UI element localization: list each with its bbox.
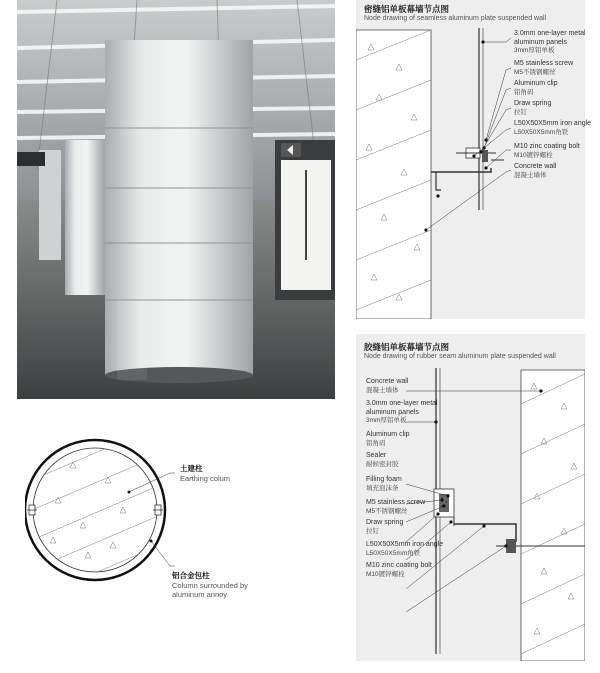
label-m5-screw: M5 stainless screw M5不锈钢螺丝 — [366, 499, 426, 515]
label-m10-bolt: M10 zinc coating bolt M10镀锌螺栓 — [514, 143, 580, 159]
label-m5-screw: M5 stainless screw M5不锈钢螺丝 — [514, 60, 574, 76]
label-aluminum-panels: 3.0mm one-layer metal aluminum panels 3mm厚铝单板 — [366, 400, 438, 424]
label-m10-bolt: M10 zinc coating bolt M10镀锌螺栓 — [366, 562, 432, 578]
label-draw-spring: Draw spring 拉钉 — [514, 100, 552, 116]
label-aluminum-clip: Aluminum clip 铝角码 — [366, 431, 410, 447]
panel-title-cn: 胶缝铝单板幕墙节点图 — [364, 342, 450, 352]
column-section-drawing — [25, 433, 295, 613]
photo-illustration — [17, 0, 335, 399]
label-column-surrounded: 铝合金包柱 Column surrounded by aluminum annoy — [172, 571, 248, 599]
label-earthing-column: 土建柱 Earthing colum — [180, 464, 231, 483]
label-aluminum-clip: Aluminum clip 铝角码 — [514, 80, 558, 96]
label-concrete-wall: Concrete wall 混凝土墙体 — [366, 378, 409, 394]
label-iron-angle: L50X50X5mm iron angle L50X50X5mm角铁 — [366, 541, 444, 557]
column-section-diagram — [25, 433, 295, 613]
panel-title-en: Node drawing of rubber seam aluminum plate suspended wall — [364, 353, 556, 360]
panel-title-en: Node drawing of seamless aluminum plate suspended wall — [364, 15, 547, 22]
label-filling-foam: Filling foam 填充泡沫条 — [366, 476, 402, 492]
panel-title-cn: 密缝铝单板幕墙节点图 — [364, 4, 450, 14]
label-iron-angle: L50X50X5mm iron angle L50X50X5mm角铁 — [514, 120, 592, 136]
label-draw-spring: Draw spring 拉钉 — [366, 519, 404, 535]
station-column-photo — [17, 0, 335, 399]
rubber-seam-node-drawing-panel — [356, 334, 585, 661]
label-sealer: Sealer 耐候密封胶 — [366, 452, 399, 468]
label-concrete-wall: Concrete wall 混凝土墙体 — [514, 163, 557, 179]
label-aluminum-panels: 3.0mm one-layer metal aluminum panels 3mm厚铝单板 — [514, 30, 586, 54]
seamless-node-drawing-panel — [356, 0, 592, 319]
